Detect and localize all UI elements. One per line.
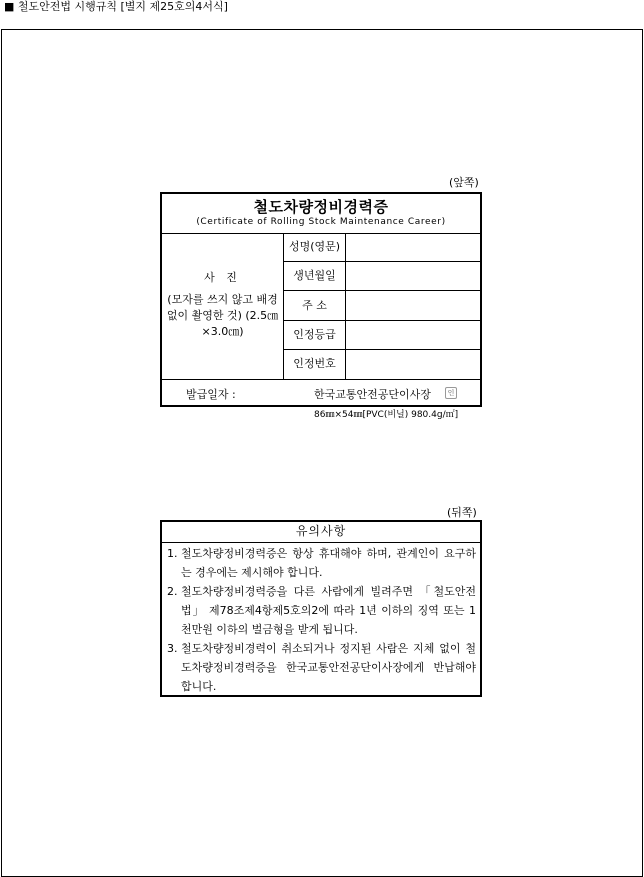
field-label-grade: 인정등급 [284, 321, 346, 349]
field-label-name: 성명(영문) [284, 233, 346, 261]
certificate-back-card [160, 520, 482, 697]
notice-title: 유의사항 [162, 522, 480, 543]
field-value-address[interactable] [346, 291, 480, 320]
page-frame [1, 29, 643, 877]
notice-item [167, 582, 476, 639]
card-title-korean: 철도차량정비경력증 [253, 198, 389, 216]
back-side-label: (뒤쪽) [447, 506, 477, 519]
info-fields [284, 233, 480, 379]
field-row-birthdate [284, 262, 480, 291]
seal-mark: 인 [445, 387, 457, 399]
photo-title: 사 진 [204, 271, 241, 284]
notice-item [167, 544, 476, 582]
field-row-grade [284, 321, 480, 350]
field-value-number[interactable] [346, 350, 480, 379]
front-side-label: (앞쪽) [449, 176, 479, 189]
notice-number: 1. [167, 547, 178, 560]
issue-row [162, 379, 480, 405]
issue-date-label: 발급일자 : [186, 388, 236, 401]
field-value-birthdate[interactable] [346, 262, 480, 290]
notice-text: 철도차량정비경력증을 다른 사람에게 빌려주면 「철도안전법」 제78조제4항제5호의2에 따라 1년 이하의 징역 또는 1천만원 이하의 벌금형을 받게 됩니다. [181, 585, 476, 636]
field-row-name [284, 233, 480, 262]
notice-item [167, 639, 476, 696]
field-label-address: 주 소 [284, 291, 346, 320]
field-row-number [284, 350, 480, 379]
photo-area [162, 233, 284, 379]
card-title-block [162, 194, 480, 234]
field-row-address [284, 291, 480, 321]
notice-list [167, 544, 476, 696]
field-label-number: 인정번호 [284, 350, 346, 379]
card-spec: 86㎜×54㎜[PVC(비닐) 980.4g/㎡] [314, 410, 459, 420]
certificate-front-card [160, 192, 482, 407]
field-value-grade[interactable] [346, 321, 480, 349]
photo-instructions: (모자를 쓰지 않고 배경 없이 촬영한 것) (2.5㎝×3.0㎝) [166, 293, 279, 338]
notice-text: 철도차량정비경력증은 항상 휴대해야 하며, 관계인이 요구하는 경우에는 제시해야 합니다. [181, 547, 476, 579]
field-value-name[interactable] [346, 233, 480, 261]
notice-number: 3. [167, 642, 178, 655]
form-header: ■ 철도안전법 시행규칙 [별지 제25호의4서식] [4, 0, 228, 13]
field-label-birthdate: 생년월일 [284, 262, 346, 290]
notice-text: 철도차량정비경력이 취소되거나 정지된 사람은 지체 없이 철도차량정비경력증을 한국교통안전공단이사장에게 반납해야 합니다. [181, 642, 476, 693]
card-title-english: (Certificate of Rolling Stock Maintenance Career) [196, 217, 446, 227]
issuer-name: 한국교통안전공단이사장 [314, 388, 431, 401]
notice-number: 2. [167, 585, 178, 598]
